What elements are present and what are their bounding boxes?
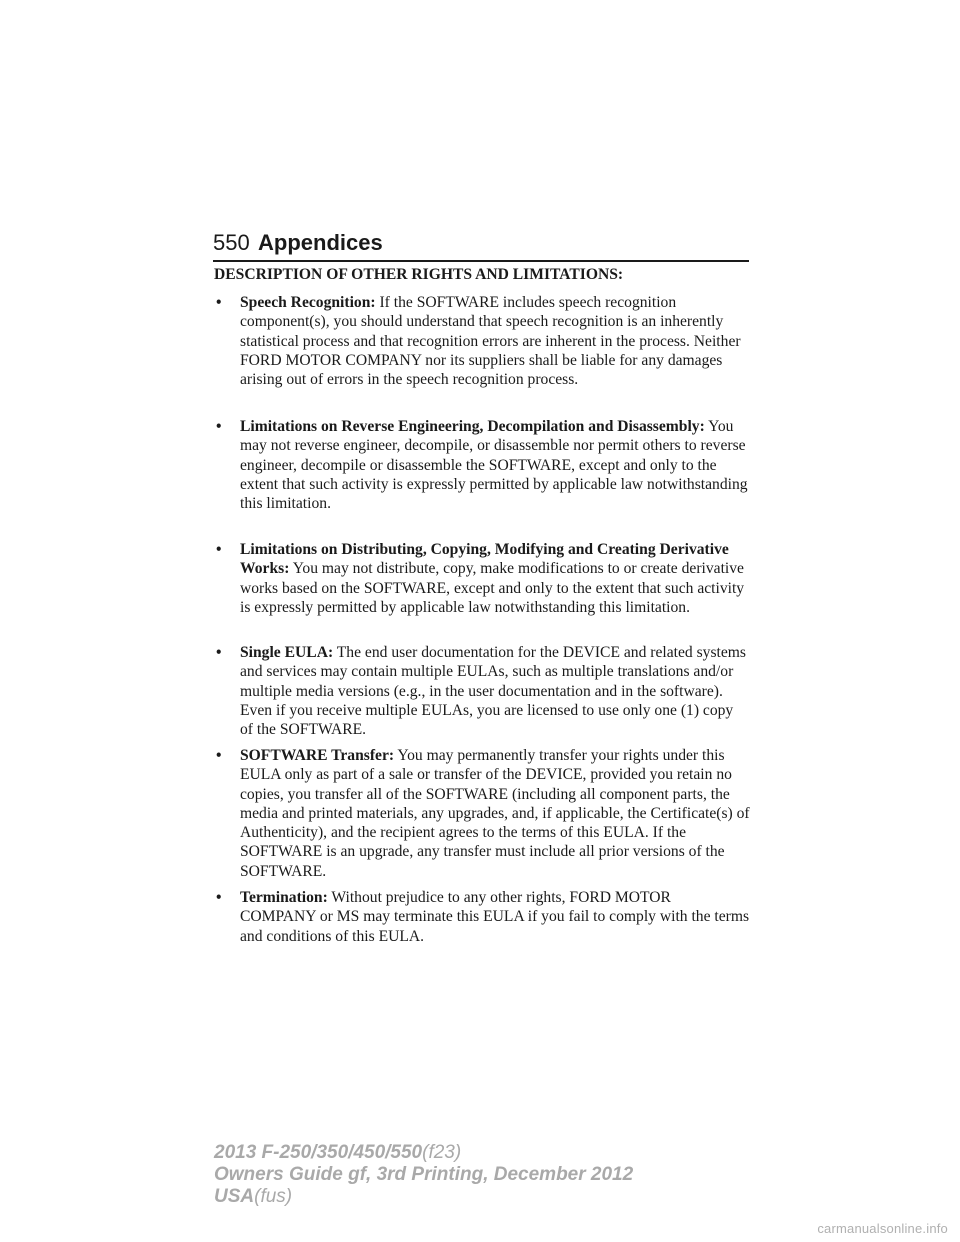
list-item [216,643,750,739]
footer-region: USA [214,1186,255,1207]
item-term: SOFTWARE Transfer: [240,747,395,764]
item-text: You may permanently transfer your rights under this EULA only as part of a sale or transfer of the DEVICE, provided you retain no copies, you transfer all of the SOFTWARE (including all component parts, the media and printed materials, any upgrades, and, if applicable, the Certificate(s) of Authenticity), and the recipient agrees to the terms of this EULA. If the SOFTWARE is an upgrade, any transfer must include all prior versions of the SOFTWARE. [240,747,750,880]
bullet: • [216,889,222,906]
list-item [216,888,750,946]
item-term: Limitations on Reverse Engineering, Decompilation and Disassembly: [240,418,705,435]
item-term: Speech Recognition: [240,294,376,311]
footer-line-model [214,1142,633,1164]
list-item [216,293,750,389]
bullet: • [216,294,222,311]
item-text: If the SOFTWARE includes speech recognition component(s), you should understand that speech recognition is an inherently statistical process and that recognition errors are inherent in the process. Neither FORD MOTOR COMPANY nor its suppliers shall be liable for any damages arising out of errors in the speech recognition process. [240,294,741,389]
item-text: You may not distribute, copy, make modifications to or create derivative works based on the SOFTWARE, except and only to the extent that such activity is expressly permitted by applicable law notwithstanding this limitation. [240,560,745,616]
section-heading: DESCRIPTION OF OTHER RIGHTS AND LIMITATIONS: [214,266,624,283]
page-number: 550 [213,230,250,255]
page-header [213,228,749,262]
item-term: Limitations on Distributing, Copying, Modifying and Creating Derivative Works: [240,541,729,578]
list-item [216,417,750,513]
item-text: You may not reverse engineer, decompile, or disassemble nor permit others to reverse engineer, decompile or disassemble the SOFTWARE, except and only to the extent that such activity is expressly permitted by applicable law notwithstanding this limitation. [240,418,748,513]
watermark-text: carmanualsonline.info [817,1221,948,1236]
footer-region-code: (fus) [254,1186,293,1207]
bullet: • [216,541,222,558]
footer-model: 2013 F-250/350/450/550 [214,1142,423,1163]
section-title: Appendices [258,230,383,255]
bullet: • [216,644,222,661]
list-item [216,746,750,881]
bullet: • [216,747,222,764]
footer-line-region [214,1186,633,1208]
page-footer [214,1142,633,1208]
list-item [216,540,750,617]
item-term: Single EULA: [240,644,334,661]
item-text: The end user documentation for the DEVICE and related systems and services may contain multiple EULAs, such as multiple translations and/or multiple media versions (e.g., in the user documentation and in the software). Even if you receive multiple EULAs, you are licensed to use only one (1) copy of the SOFTWARE. [240,644,746,739]
item-term: Termination: [240,889,328,906]
bullet: • [216,418,222,435]
item-text: Without prejudice to any other rights, FORD MOTOR COMPANY or MS may terminate this EULA if you fail to comply with the terms and conditions of this EULA. [240,889,750,945]
footer-model-code: (f23) [422,1142,462,1163]
footer-line-printing: Owners Guide gf, 3rd Printing, December 2012 [214,1164,634,1185]
